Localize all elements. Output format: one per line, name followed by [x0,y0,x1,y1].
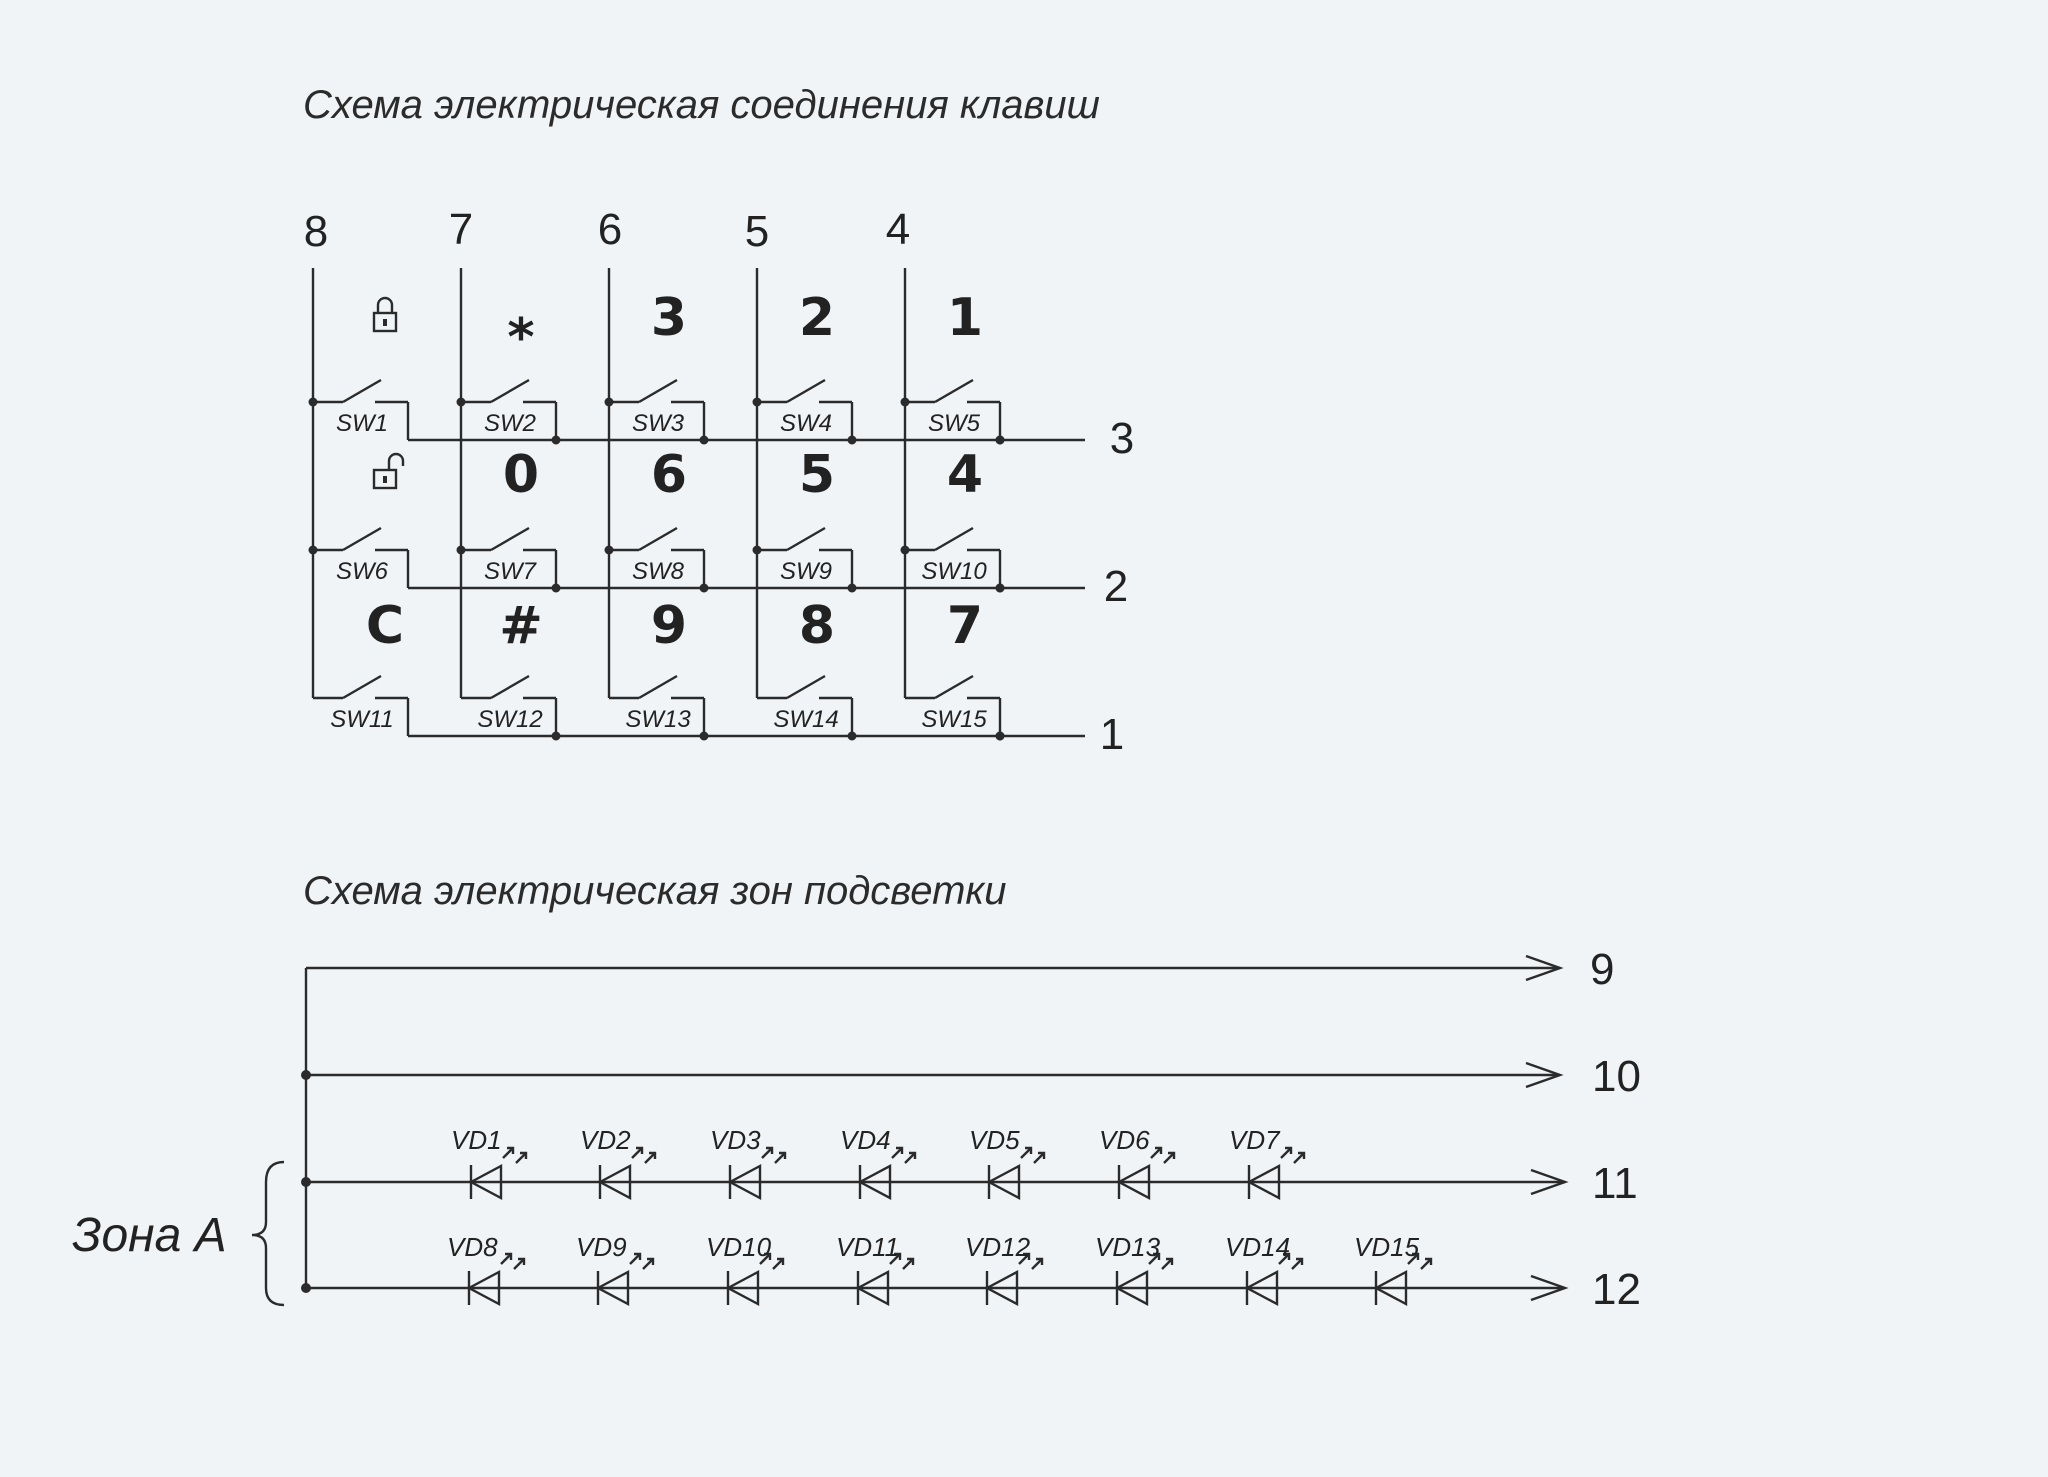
backlight-zones [72,945,1641,1314]
switch-contact [639,528,677,550]
junction-dot [301,1070,311,1080]
led-vd9 [576,1232,653,1305]
junction-dot [301,1177,311,1187]
light-arrow [643,1259,653,1269]
switch-label: SW7 [483,558,537,585]
led-vd7 [1229,1125,1304,1199]
switch-contact [935,380,973,402]
switch-sw15 [905,596,1005,741]
switch-label: SW6 [335,558,389,585]
key-label-15: 7 [946,596,984,656]
switch-label: SW14 [773,706,839,733]
switch-sw7 [457,445,561,593]
switch-sw2 [457,308,561,445]
switch-sw11 [313,596,408,736]
switch-label: SW12 [477,706,543,733]
column-label-8: 8 [303,207,329,256]
zone-label: Зона А [72,1209,227,1262]
junction-dot [700,584,709,593]
light-arrow [1021,1148,1031,1158]
zone-brace [252,1162,284,1305]
switch-label: SW3 [631,410,685,437]
light-arrow [516,1153,526,1163]
output-label-10: 10 [1592,1052,1641,1101]
led-label: VD12 [965,1232,1031,1262]
keys-schematic-title: Схема электрическая соединения клавиш [303,83,1100,127]
junction-dot [700,732,709,741]
switch-sw12 [461,596,561,741]
key-label-3: 3 [650,288,688,348]
led-label: VD1 [451,1125,502,1155]
junction-dot [996,732,1005,741]
led-label: VD15 [1354,1232,1420,1262]
key-label-4: 2 [798,288,836,348]
switch-contact [491,676,529,698]
row-label-1: 1 [1099,710,1125,759]
led-vd2 [580,1125,655,1199]
led-vd11 [836,1232,913,1305]
column-label-7: 7 [448,205,474,254]
light-arrow [773,1259,783,1269]
switch-label: SW2 [483,410,537,437]
lock-open-icon [374,454,403,488]
key-label-2: * [507,308,535,368]
junction-dot [901,398,910,407]
junction-dot [700,436,709,445]
junction-dot [552,732,561,741]
switch-sw14 [757,596,857,741]
row-label-3: 3 [1109,414,1135,463]
led-label: VD2 [580,1125,631,1155]
junction-dot [848,732,857,741]
switch-sw5 [901,288,1005,445]
switch-contact [491,380,529,402]
row-label-2: 2 [1103,562,1129,611]
key-label-5: 1 [946,288,984,348]
switch-contact [491,528,529,550]
light-arrow [645,1153,655,1163]
switch-contact [343,676,381,698]
switch-label: SW11 [330,706,394,733]
switch-contact [935,528,973,550]
output-label-12: 12 [1592,1265,1641,1314]
column-label-5: 5 [744,207,770,256]
light-arrow [1032,1259,1042,1269]
led-vd6 [1099,1125,1174,1199]
key-label-12: # [499,596,543,656]
light-arrow [905,1153,915,1163]
switch-sw13 [609,596,709,741]
key-label-9: 5 [798,445,836,505]
light-arrow [1162,1259,1172,1269]
led-label: VD4 [840,1125,891,1155]
switch-label: SW8 [631,558,685,585]
junction-dot [901,546,910,555]
led-vd12 [965,1232,1042,1305]
led-vd3 [710,1125,785,1199]
light-arrow [892,1148,902,1158]
switch-label: SW13 [625,706,691,733]
switch-contact [343,528,381,550]
light-arrow [514,1259,524,1269]
led-label: VD6 [1099,1125,1150,1155]
junction-dot [996,436,1005,445]
light-arrow [1151,1148,1161,1158]
lock-closed-icon [374,298,396,331]
junction-dot [848,584,857,593]
junction-dot [309,546,318,555]
led-label: VD14 [1225,1232,1291,1262]
light-arrow [503,1148,513,1158]
led-vd14 [1225,1232,1302,1305]
switch-label: SW1 [335,410,389,437]
light-arrow [501,1254,511,1264]
led-vd15 [1354,1232,1431,1305]
led-label: VD3 [710,1125,761,1155]
led-label: VD11 [836,1232,900,1262]
junction-dot [457,398,466,407]
junction-dot [301,1283,311,1293]
switch-contact [787,380,825,402]
light-arrow [775,1153,785,1163]
key-label-7: 0 [502,445,540,505]
switch-label: SW15 [921,706,987,733]
light-arrow [1281,1148,1291,1158]
light-arrow [762,1148,772,1158]
led-label: VD9 [576,1232,627,1262]
key-label-11: C [365,596,405,656]
led-vd13 [1095,1232,1172,1305]
switch-sw6 [309,454,409,588]
led-vd8 [447,1232,524,1305]
led-label: VD7 [1229,1125,1280,1155]
light-arrow [1034,1153,1044,1163]
junction-dot [996,584,1005,593]
led-vd5 [969,1125,1044,1199]
led-vd4 [840,1125,915,1199]
light-arrow [630,1254,640,1264]
light-arrow [1164,1153,1174,1163]
column-label-6: 6 [597,205,623,254]
switch-label: SW5 [927,410,981,437]
key-label-10: 4 [946,445,984,505]
light-arrow [1292,1259,1302,1269]
led-vd10 [706,1232,783,1305]
output-label-9: 9 [1590,945,1615,994]
switch-contact [343,380,381,402]
output-label-11: 11 [1592,1159,1638,1208]
switch-sw9 [753,445,857,593]
led-label: VD8 [447,1232,498,1262]
junction-dot [848,436,857,445]
switch-label: SW4 [779,410,833,437]
switch-label: SW9 [779,558,833,585]
led-label: VD5 [969,1125,1020,1155]
led-label: VD10 [706,1232,772,1262]
led-vd1 [451,1125,526,1199]
switch-contact [935,676,973,698]
keypad-matrix [304,205,1134,759]
key-label-13: 9 [650,596,688,656]
switch-sw8 [605,445,709,593]
backlight-schematic-title: Схема электрическая зон подсветки [303,869,1007,913]
key-label-14: 8 [798,596,836,656]
switch-sw4 [753,288,857,445]
switch-contact [639,380,677,402]
junction-dot [605,398,614,407]
light-arrow [1294,1153,1304,1163]
junction-dot [753,546,762,555]
junction-dot [753,398,762,407]
junction-dot [309,398,318,407]
switch-sw1 [309,298,409,440]
junction-dot [457,546,466,555]
light-arrow [1421,1259,1431,1269]
led-label: VD13 [1095,1232,1161,1262]
column-label-4: 4 [885,205,911,254]
switch-contact [787,676,825,698]
switch-label: SW10 [921,558,987,585]
light-arrow [903,1259,913,1269]
switch-contact [787,528,825,550]
switch-sw3 [605,288,709,445]
junction-dot [605,546,614,555]
light-arrow [632,1148,642,1158]
switch-contact [639,676,677,698]
junction-dot [552,436,561,445]
junction-dot [552,584,561,593]
switch-sw10 [901,445,1005,593]
key-label-8: 6 [650,445,688,505]
